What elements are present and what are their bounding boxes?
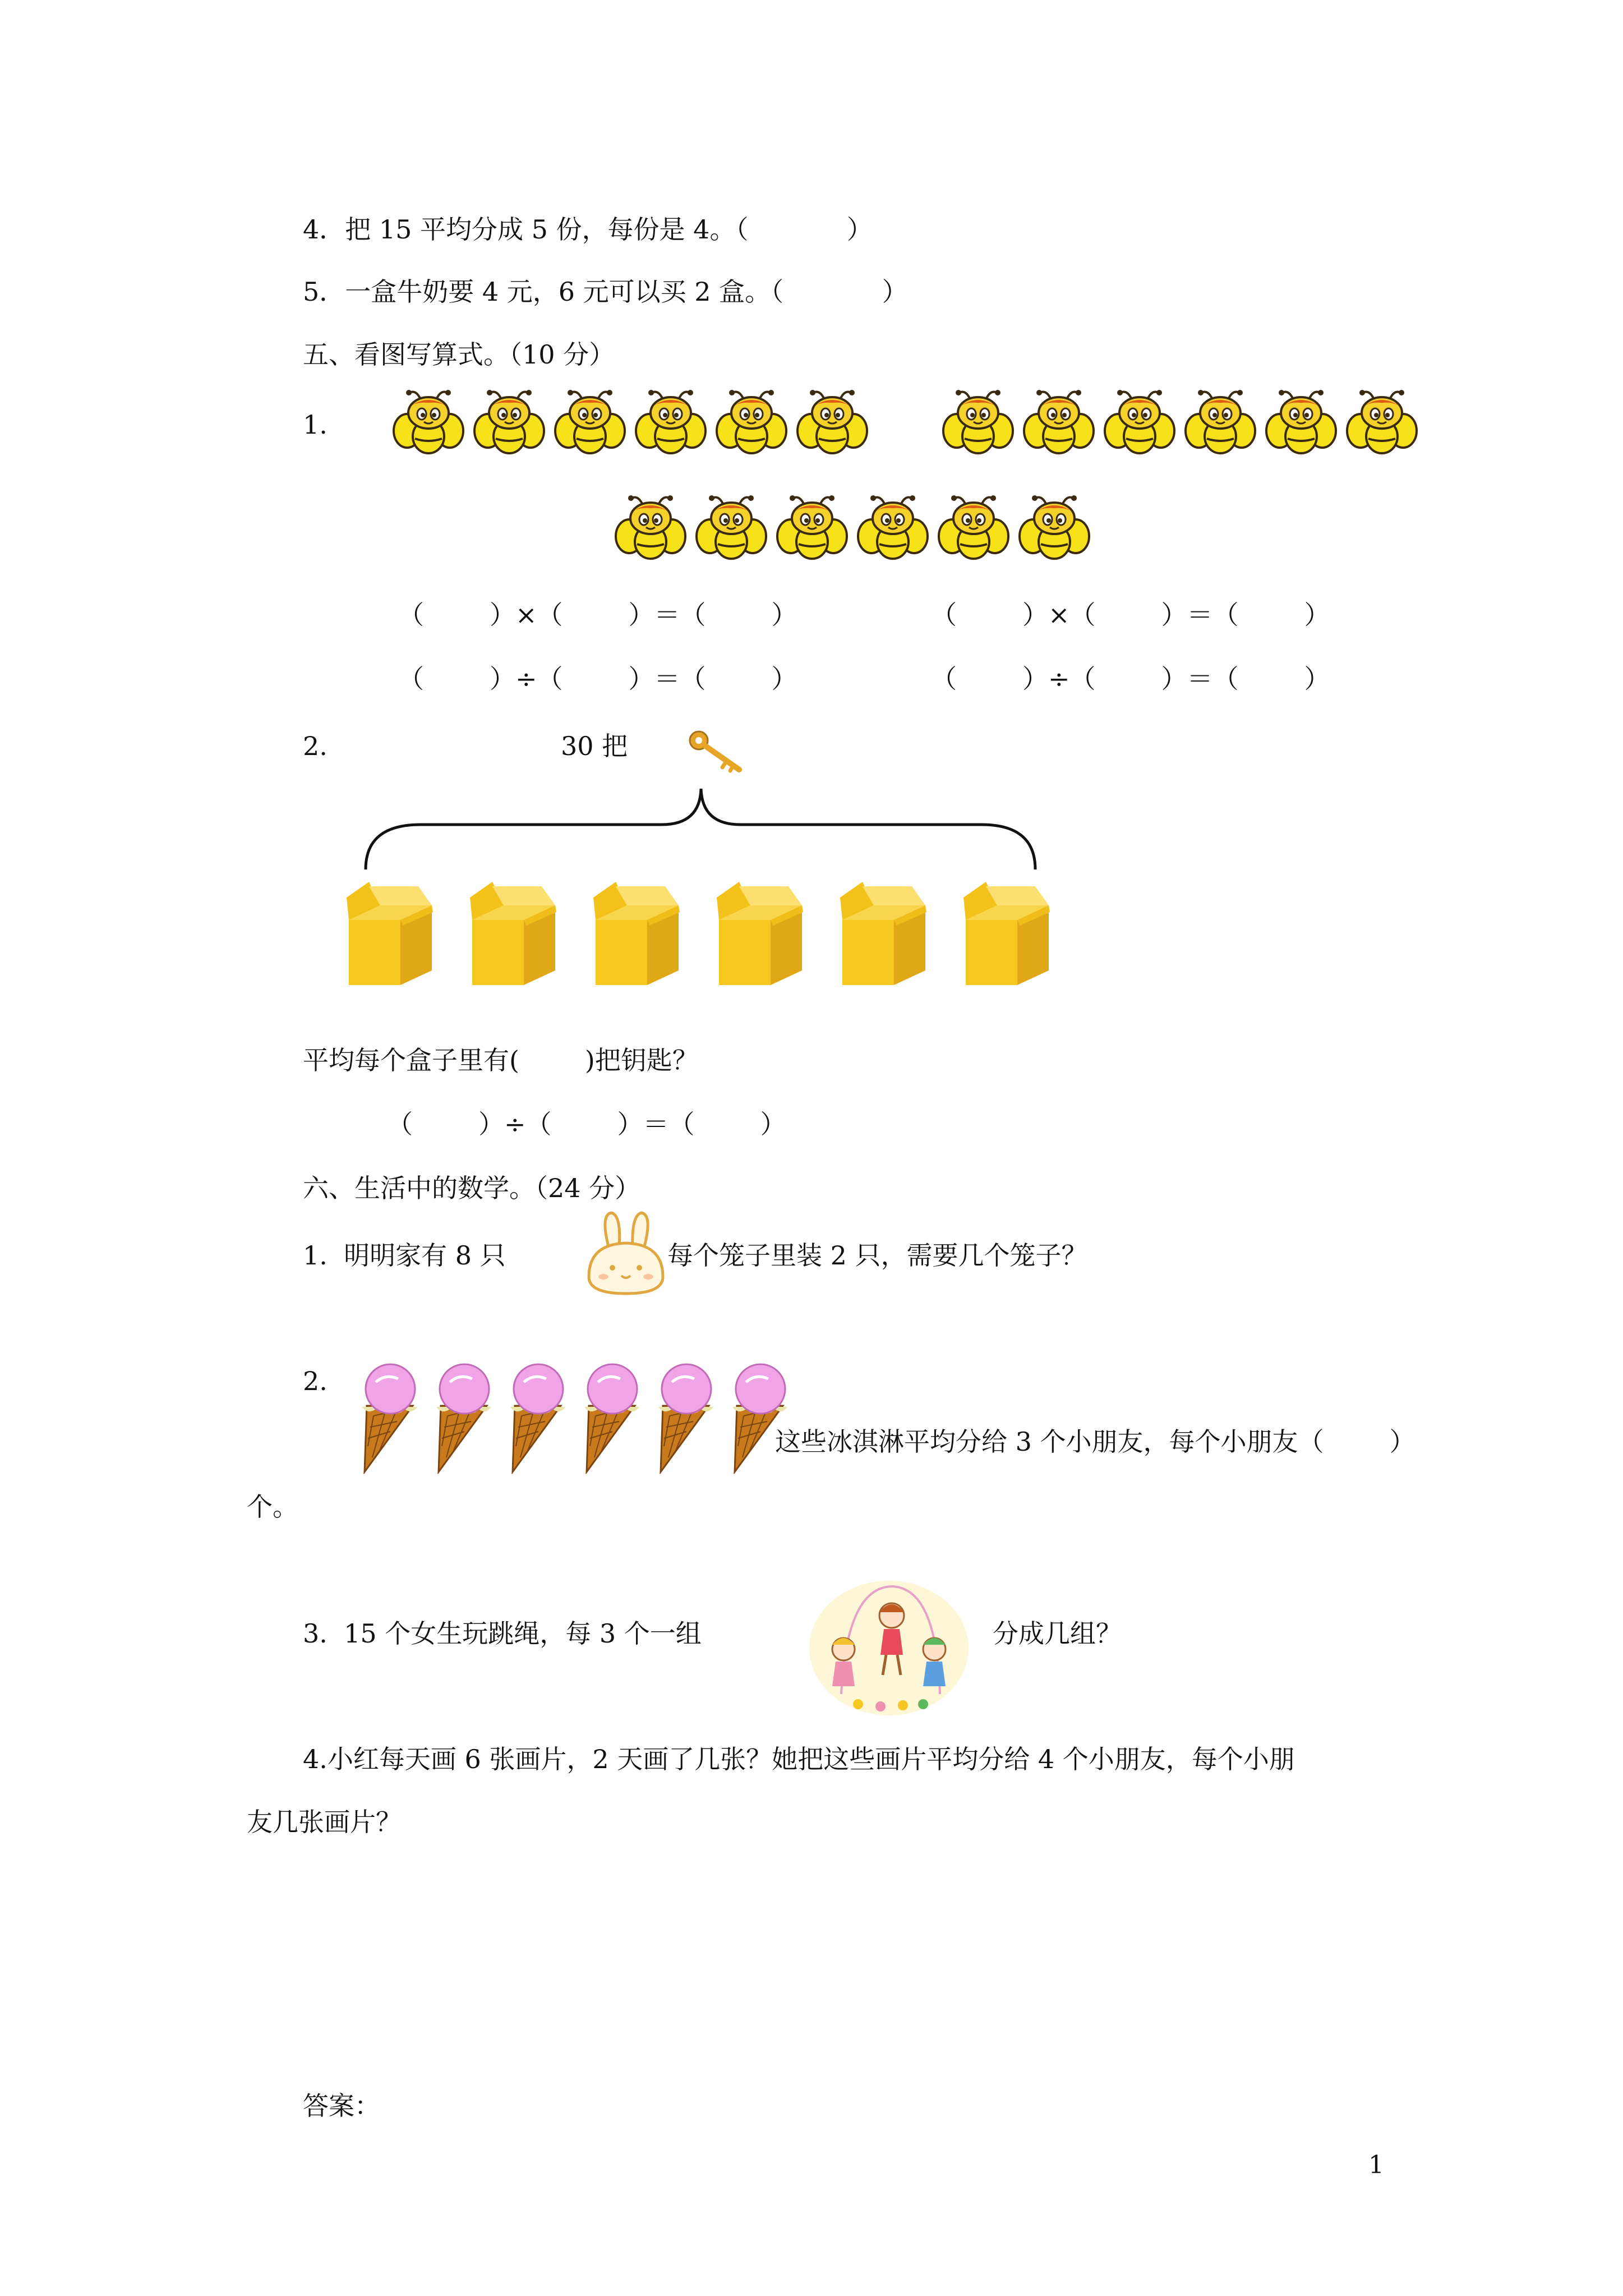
box-icon xyxy=(840,878,929,988)
bee-icon xyxy=(938,493,1009,562)
bee-icon xyxy=(1104,387,1175,457)
bee-group-bottom xyxy=(615,493,1090,562)
box-icon xyxy=(347,878,435,988)
s6-q2-text: 这些冰淇淋平均分给 3 个小朋友，每个小朋友（ ） xyxy=(775,1427,1415,1457)
bee-icon xyxy=(1346,387,1418,457)
bee-icon xyxy=(1265,387,1337,457)
s6-q2-continuation: 个。 xyxy=(247,1492,298,1522)
keys-equation: （ ）÷（ ）＝（ ） xyxy=(387,1109,786,1139)
equation-mul-left: （ ）×（ ）＝（ ） xyxy=(398,600,797,630)
equation-div-left: （ ）÷（ ）＝（ ） xyxy=(398,664,797,694)
section5-heading: 五、看图写算式。（10 分） xyxy=(303,339,615,370)
ice-cream-icon xyxy=(579,1362,645,1474)
bee-icon xyxy=(393,387,464,457)
keys-count-label: 30 把 xyxy=(561,731,628,761)
bee-group-left xyxy=(393,387,868,457)
bee-icon xyxy=(1184,387,1256,457)
answer-label: 答案： xyxy=(303,2091,380,2121)
equation-mul-right: （ ）×（ ）＝（ ） xyxy=(931,600,1330,630)
bee-icon xyxy=(635,387,707,457)
bee-icon xyxy=(1018,493,1090,562)
curly-brace xyxy=(359,785,1043,875)
bee-icon xyxy=(716,387,787,457)
section6-heading: 六、生活中的数学。（24 分） xyxy=(303,1173,641,1203)
section5-q1-number: 1. xyxy=(303,409,328,440)
bee-icon xyxy=(796,387,868,457)
s6-q1-text-after: 每个笼子里装 2 只，需要几个笼子？ xyxy=(667,1240,1087,1271)
page-number: 1 xyxy=(1368,2151,1384,2179)
bee-icon xyxy=(695,493,767,562)
ice-cream-icon xyxy=(505,1362,571,1474)
ice-cream-icon xyxy=(431,1362,497,1474)
bee-icon xyxy=(942,387,1014,457)
key-icon xyxy=(688,728,744,775)
ice-cream-icon xyxy=(653,1362,719,1474)
judge-q4: 4．把 15 平均分成 5 份，每份是 4。（ ） xyxy=(303,214,873,245)
bee-icon xyxy=(857,493,929,562)
jump-rope-children-picture xyxy=(808,1576,970,1717)
s6-q4-line2: 友几张画片？ xyxy=(247,1807,402,1837)
box-row xyxy=(347,878,1052,988)
bee-icon xyxy=(615,493,686,562)
ice-cream-icon xyxy=(357,1362,423,1474)
s6-q3-text-before: 3. 15 个女生玩跳绳，每 3 个一组 xyxy=(303,1618,702,1649)
box-icon xyxy=(593,878,682,988)
box-icon xyxy=(717,878,805,988)
bee-icon xyxy=(554,387,626,457)
bee-icon xyxy=(776,493,848,562)
bee-group-right xyxy=(942,387,1418,457)
s6-q2-number: 2. xyxy=(303,1366,328,1396)
equation-div-right: （ ）÷（ ）＝（ ） xyxy=(931,664,1330,694)
ice-cream-row xyxy=(357,1362,793,1474)
s6-q3-text-after: 分成几组？ xyxy=(993,1618,1122,1649)
judge-q5: 5．一盒牛奶要 4 元，6 元可以买 2 盒。（ ） xyxy=(303,277,908,307)
box-icon xyxy=(470,878,559,988)
section5-q2-number: 2. xyxy=(303,731,328,761)
keys-question: 平均每个盒子里有( )把钥匙？ xyxy=(303,1045,698,1075)
rabbit-icon xyxy=(583,1209,668,1298)
s6-q1-text-before: 1. 明明家有 8 只 xyxy=(303,1240,506,1271)
bee-icon xyxy=(473,387,545,457)
bee-icon xyxy=(1023,387,1095,457)
s6-q4-line1: 4.小红每天画 6 张画片，2 天画了几张？她把这些画片平均分给 4 个小朋友，每个小朋 xyxy=(303,1744,1295,1774)
box-icon xyxy=(963,878,1052,988)
